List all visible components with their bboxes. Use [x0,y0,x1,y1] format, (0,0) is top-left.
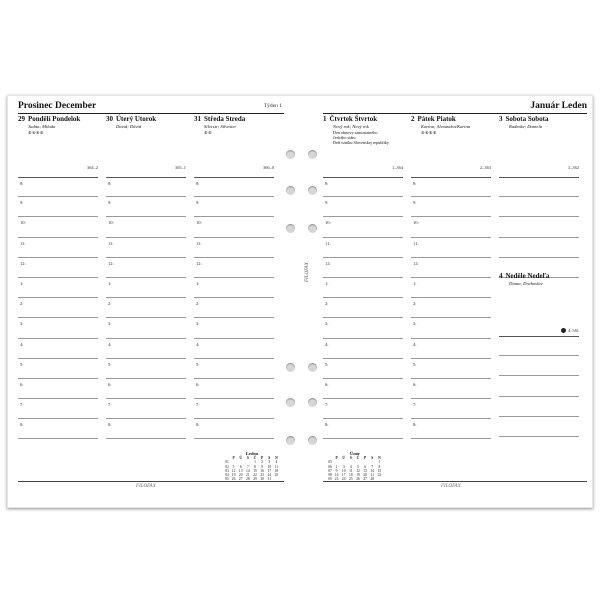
time-slot[interactable] [106,419,186,439]
time-slot[interactable] [323,238,403,258]
time-slot[interactable] [323,298,403,318]
day-column-31 [194,115,274,445]
time-slot[interactable] [411,258,491,278]
mini-calendar-day: 24 [267,473,272,478]
mini-calendar-day: 5 [232,464,235,469]
ring-hole [286,150,295,159]
time-slot[interactable] [194,339,274,359]
time-slot[interactable] [323,318,403,338]
mini-calendar-day: 8 [254,464,256,469]
time-slot[interactable] [194,258,274,278]
time-slot-label: 5: [196,361,200,367]
time-slot-label: 5: [413,361,417,367]
time-slots [106,177,186,439]
left-page [18,96,284,507]
time-slot-label: 12: [20,260,26,266]
time-slot[interactable] [106,318,186,338]
time-slot-label: 4: [20,341,24,347]
time-slot[interactable] [323,399,403,419]
mini-calendar-day: 15 [377,468,382,473]
month-title-right: Január Leden [530,101,587,111]
time-slot-label: 3: [413,321,417,327]
time-slot[interactable] [194,399,274,419]
time-slot-label: 5: [20,361,24,367]
mini-calendar-day: 11 [274,464,279,469]
time-slot-label: 11: [108,240,114,246]
mini-calendar-day: 26 [231,477,236,482]
time-slot-label: 2: [20,301,24,307]
ring-hole [286,398,295,407]
day-title: 30 Úterý Utorok [106,115,157,123]
time-slot-label: 11: [196,240,202,246]
mini-calendar-day: 12 [231,468,236,473]
mini-calendar-day: 15 [253,468,257,473]
time-slot[interactable] [18,217,98,237]
time-slot[interactable] [18,419,98,439]
time-slot-label: 10: [325,220,331,226]
time-slot-label: 8: [196,422,200,428]
time-slots [323,177,403,439]
time-slot-label: 1: [20,280,24,286]
time-slot-label: 1: [108,280,112,286]
day-count: 366–0 [263,165,274,170]
mini-calendar-day: 10 [341,468,346,473]
time-slot-label: 9: [196,200,200,206]
time-slot-label: 6: [20,381,24,387]
time-slot-label: 9: [20,200,24,206]
ring-hole [308,398,317,407]
time-slot-label: 8: [20,181,24,186]
day-count: 364–2 [87,165,98,170]
mini-calendar-week-number: 04 [225,473,229,478]
mini-calendar-day: 25 [349,477,353,482]
mini-calendar-day: 3 [268,460,271,465]
mini-calendar-day: 28 [246,477,250,482]
time-slot-label: 12: [196,260,202,266]
name-day: Karina; Alexandra/Karina [421,124,471,129]
mini-calendar-day: 6 [239,464,242,469]
time-slot[interactable] [18,339,98,359]
day-column-30 [106,115,186,445]
week-label: Týden 1 [263,103,282,109]
time-slot-label: 8: [413,422,417,428]
ring-hole [286,224,295,233]
time-slot-label: 7: [196,402,200,408]
mini-calendar-day: 11 [349,468,353,473]
day-count: 2–363 [480,165,491,170]
time-slot-label: 6: [196,381,200,387]
time-slot[interactable] [106,339,186,359]
time-slot[interactable] [411,399,491,419]
mini-calendar-day: 30 [260,477,264,482]
mini-calendar-day: 2 [335,464,338,469]
mini-calendar-day: 3 [342,464,345,469]
time-slot[interactable] [411,318,491,338]
month-header-left [18,102,284,114]
time-slot-label: 6: [413,381,417,387]
time-slot[interactable] [18,298,98,318]
time-slot[interactable] [194,419,274,439]
mini-calendar-day: 13 [363,468,367,473]
mini-calendar-day: 20 [238,473,243,478]
mini-calendar-day: 8 [378,464,381,469]
mini-calendar-day: 5 [357,464,359,469]
mini-calendar-week-number: 05 [328,460,332,465]
ring-hole [308,224,317,233]
time-slot[interactable] [18,278,98,298]
mini-calendar-day: 24 [341,477,346,482]
mini-calendar-day: 14 [370,468,375,473]
mini-calendar-day: 22 [253,473,257,478]
time-slot[interactable] [323,359,403,379]
day-count: 365–1 [175,165,186,170]
time-slot-label: 10: [413,220,419,226]
month-header-right [323,102,587,114]
mini-calendar-day: 31 [267,477,272,482]
time-slot-label: 12: [413,260,419,266]
time-slot[interactable] [194,217,274,237]
name-day: Diana; Drahoslav [509,281,543,286]
time-slot[interactable] [106,238,186,258]
time-slot-label: 10: [108,220,114,226]
mini-calendar-weekday: P [335,456,338,460]
ring-hole [308,436,317,445]
mini-calendar-day: 26 [356,477,360,482]
time-slot-label: 7: [413,402,417,408]
time-slot-label: 11: [413,240,419,246]
time-slot-label: 5: [325,361,329,367]
ring-hole [286,186,295,195]
time-slot[interactable] [323,258,403,278]
brand-logo-right: FILOFAX [441,484,461,489]
time-slot-label: 12: [325,260,331,266]
time-slot[interactable] [323,379,403,399]
time-slot[interactable] [18,399,98,419]
time-slot-label: 4: [413,341,417,347]
mini-calendar-weekday: S [371,456,374,460]
mini-calendar-day: 27 [363,477,367,482]
mini-calendar-week-number: 06 [328,464,332,469]
time-slot[interactable] [411,177,491,197]
mini-calendar-day: 17 [341,473,346,478]
time-slot-label: 8: [413,181,417,186]
footer-line-right [323,481,587,482]
mini-calendar-weekday: P [261,456,264,460]
time-slot[interactable] [106,217,186,237]
time-slot-label: 8: [108,422,112,428]
mini-calendar-weekday: Ú [239,456,243,460]
holiday-icons: ⑥⑥ [204,130,212,135]
time-slot-label: 3: [20,321,24,327]
time-slot[interactable] [323,177,403,197]
mini-calendar-day: 9 [261,464,264,469]
ring-hole [286,363,295,372]
time-slots [18,177,98,439]
mini-calendar-day: 1 [254,460,256,465]
day-count: 3–362 [568,165,579,170]
time-slot[interactable] [323,278,403,298]
mini-calendar-day: 9 [335,468,338,473]
mini-calendar-day: 2 [261,460,264,465]
time-slot[interactable] [411,359,491,379]
time-slot-label: 6: [108,381,112,387]
name-day: Judita; Milada [28,124,56,129]
time-slot[interactable] [106,298,186,318]
time-slot[interactable] [411,278,491,298]
time-slot[interactable] [18,258,98,278]
saturday-lines [499,177,579,278]
time-slot[interactable] [18,379,98,399]
mini-calendar-day: 19 [231,473,236,478]
time-slot-label: 12: [108,260,114,266]
time-slot[interactable] [194,177,274,197]
time-slot-label: 7: [325,402,329,408]
time-slot[interactable] [106,399,186,419]
mini-calendar-weekday: N [378,456,381,460]
footer-line-left [18,481,284,482]
time-slot[interactable] [194,278,274,298]
day-title: 29 Pondělí Pondelok [18,115,81,123]
ring-hole [286,436,295,445]
time-slot[interactable] [194,238,274,258]
mini-calendar-february [327,451,383,482]
time-slot[interactable] [18,318,98,338]
right-page [323,96,587,507]
time-slot-label: 4: [196,341,200,347]
mini-calendar-weekday: S [349,456,352,460]
day-title: 2 Pátek Piatok [411,115,456,123]
mini-calendar-day: 13 [238,468,243,473]
time-slot[interactable] [411,197,491,217]
name-day: Nový rok; Nový rok [333,124,369,129]
time-slot-label: 1: [196,280,200,286]
time-slot[interactable] [194,379,274,399]
time-slot-label: 6: [325,381,329,387]
time-slot[interactable] [18,238,98,258]
time-slot-label: 1: [325,280,329,286]
time-slot[interactable] [18,197,98,217]
holiday-icons: ⑥⑥⑥⑥ [421,130,437,135]
mini-calendar-january [224,451,280,482]
time-slot-label: 8: [325,422,329,428]
time-slot[interactable] [194,318,274,338]
time-slot-label: 7: [108,402,112,408]
mini-calendar-week-number: 05 [225,477,229,482]
mini-calendar-weekday: Č [253,456,257,460]
time-slot-label: 1: [413,280,417,286]
time-slot-label: 4: [325,341,329,347]
time-slot-label: 10: [196,220,202,226]
mini-calendar-title: Únor [349,451,361,456]
day-title: 4 Neděle Nedeľa [499,272,550,280]
name-day: Silvestr; Silvester [204,124,237,129]
time-slot-label: 2: [108,301,112,307]
mini-calendar-day: 10 [267,464,272,469]
saturday-box [499,115,579,170]
time-slot[interactable] [194,359,274,379]
brand-logo-spine: FILOFAX [305,262,310,282]
time-slot[interactable] [18,359,98,379]
time-slot[interactable] [323,217,403,237]
time-slot[interactable] [106,379,186,399]
mini-calendar-day: 7 [371,464,374,469]
mini-calendar-title: Leden [245,451,259,456]
month-title-left: Prosinec December [18,101,97,111]
time-slots [194,177,274,439]
day-column-1 [323,115,403,445]
mini-calendar-week-number: 03 [225,468,229,473]
day-title: 31 Středa Streda [194,115,246,123]
time-slot-label: 10: [20,220,26,226]
ring-hole [308,186,317,195]
mini-calendar-weekday: P [364,456,367,460]
time-slot-label: 2: [413,301,417,307]
mini-calendar-day: 4 [349,464,352,469]
day-column-29 [18,115,98,445]
time-slot-label: 9: [325,200,329,206]
mini-calendar-week-number: 07 [328,468,332,473]
time-slot-label: 4: [108,341,112,347]
time-slot[interactable] [18,177,98,197]
mini-calendar-weekday: P [232,456,235,460]
brand-logo-left: FILOFAX [136,484,156,489]
time-slot-label: 8: [196,181,200,186]
mini-calendar-day: 27 [238,477,243,482]
mini-calendar-day: 6 [364,464,367,469]
mini-calendar-week-number: 01 [225,460,229,465]
time-slot[interactable] [411,217,491,237]
mini-calendar-day: 23 [260,473,264,478]
name-day: David; Dávid [116,124,142,129]
mini-calendar-day: 16 [334,473,339,478]
time-slot[interactable] [106,258,186,278]
time-slot[interactable] [323,419,403,439]
time-slot[interactable] [411,379,491,399]
time-slot[interactable] [106,359,186,379]
name-day: Radmila; Daniela [509,124,543,129]
time-slot-label: 3: [325,321,329,327]
time-slot-label: 8: [325,181,329,186]
mini-calendar-weekday: S [268,456,271,460]
mini-calendar-day: 14 [246,468,250,473]
mini-calendar-day: 18 [274,468,279,473]
moon-phase-icon [561,328,566,333]
mini-calendar-day: 16 [260,468,264,473]
ring-hole [308,150,317,159]
sunday-lines [499,336,579,437]
time-slot-label: 8: [20,422,24,428]
mini-calendar-day: 18 [349,473,353,478]
time-slot-label: 9: [413,200,417,206]
sunday-box [499,272,579,333]
time-slot-label: 2: [325,301,329,307]
mini-calendar-day: 29 [253,477,257,482]
mini-calendar-day: 21 [370,473,375,478]
day-column-2 [411,115,491,445]
mini-calendar-day: 1 [378,460,381,465]
mini-calendar-weekday: N [275,456,278,460]
time-slot-label: 9: [108,200,112,206]
mini-calendar-day: 28 [370,477,375,482]
time-slot[interactable] [411,298,491,318]
time-slot[interactable] [106,197,186,217]
mini-calendar-week-number: 02 [225,464,229,469]
day-title: 3 Sobota Sobota [499,115,549,123]
time-slot[interactable] [194,197,274,217]
time-slot[interactable] [323,197,403,217]
mini-calendar-weekday: Č [356,456,360,460]
time-slot-label: 3: [196,321,200,327]
day-count: 4–361 [561,328,579,333]
mini-calendar-weekday: S [246,456,249,460]
time-slot[interactable] [106,278,186,298]
mini-calendar-grid [327,456,383,482]
holiday-icons: ⑥⑥⑥⑥ [28,130,44,135]
time-slot[interactable] [194,298,274,318]
time-slot-label: 3: [108,321,112,327]
time-slot[interactable] [411,339,491,359]
mini-calendar-day: 25 [274,473,279,478]
day-count: 1–364 [392,165,403,170]
time-slot-label: 8: [108,181,112,186]
mini-calendar-day: 17 [267,468,272,473]
mini-calendar-week-number: 09 [328,477,332,482]
time-slot[interactable] [106,177,186,197]
ring-hole [308,363,317,372]
mini-calendar-day: 7 [246,464,249,469]
time-slots [411,177,491,439]
mini-calendar-weekday: Ú [342,456,346,460]
time-slot-label: 11: [20,240,26,246]
mini-calendar-day: 21 [246,473,250,478]
mini-calendar-grid [224,456,280,482]
time-slot[interactable] [323,339,403,359]
mini-calendar-day: 22 [377,473,382,478]
time-slot-label: 5: [108,361,112,367]
time-slot-label: 2: [196,301,200,307]
mini-calendar-day: 20 [363,473,367,478]
mini-calendar-week-number: 08 [328,473,332,478]
time-slot[interactable] [411,419,491,439]
mini-calendar-day: 23 [334,477,339,482]
mini-calendar-day: 19 [356,473,360,478]
mini-calendar-day: 4 [275,460,278,465]
time-slot-label: 11: [325,240,331,246]
diary-sheet [7,95,593,508]
holiday-notes: Den obnovy samostatného českého státu Deň vzniku Slovenskej republiky [333,130,389,146]
day-title: 1 Čtvrtek Štvrtok [323,115,378,123]
mini-calendar-day: 12 [356,468,360,473]
time-slot[interactable] [411,238,491,258]
time-slot-label: 7: [20,402,24,408]
